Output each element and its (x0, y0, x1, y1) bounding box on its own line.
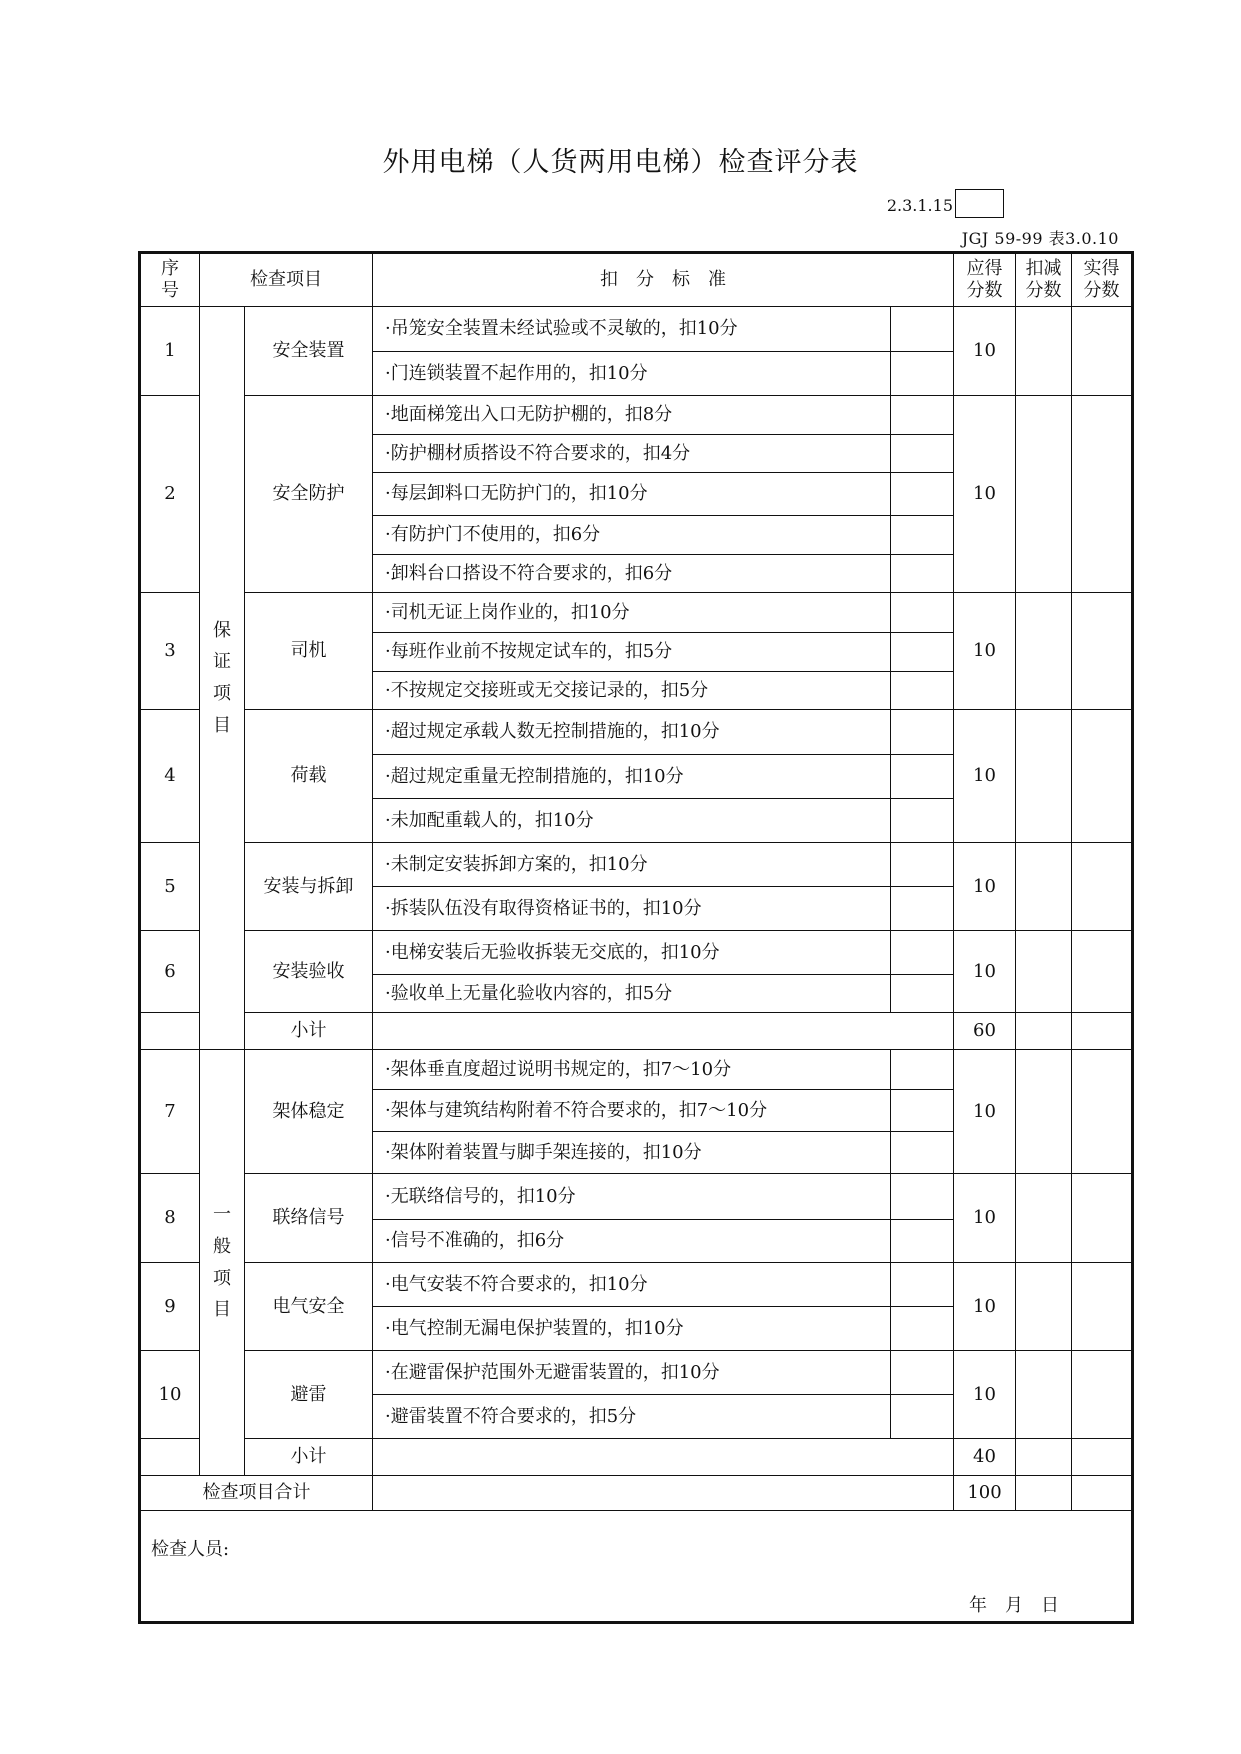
table-row (140, 1351, 1133, 1395)
criterion-blank-cell[interactable] (891, 710, 954, 755)
header-deduct (1016, 253, 1072, 307)
criterion-text: ·拆装队伍没有取得资格证书的，扣10分 (373, 887, 891, 931)
row-actual-input[interactable] (1072, 710, 1133, 843)
subtotal-actual-input[interactable] (1072, 1013, 1133, 1050)
row-full-score: 10 (954, 931, 1016, 1013)
criterion-blank-cell[interactable] (891, 352, 954, 396)
row-item-name: 安全装置 (245, 307, 373, 396)
criterion-blank-cell[interactable] (891, 755, 954, 799)
group-char: 保 (213, 619, 231, 641)
row-deduct-input[interactable] (1016, 1351, 1072, 1439)
criterion-text: ·未制定安装拆卸方案的，扣10分 (373, 843, 891, 887)
row-actual-input[interactable] (1072, 1174, 1133, 1263)
criterion-blank-cell[interactable] (891, 1132, 954, 1174)
row-deduct-input[interactable] (1016, 1174, 1072, 1263)
criterion-text: ·信号不准确的，扣6分 (373, 1220, 891, 1263)
header-text: 号 (161, 280, 179, 301)
criterion-blank-cell[interactable] (891, 633, 954, 672)
criterion-blank-cell[interactable] (891, 307, 954, 352)
criterion-text: ·超过规定重量无控制措施的，扣10分 (373, 755, 891, 799)
row-item-name: 司机 (245, 593, 373, 710)
criterion-blank-cell[interactable] (891, 1395, 954, 1439)
row-deduct-input[interactable] (1016, 843, 1072, 931)
row-seq: 8 (140, 1174, 200, 1263)
row-item-name: 联络信号 (245, 1174, 373, 1263)
criterion-blank-cell[interactable] (891, 975, 954, 1013)
criterion-blank-cell[interactable] (891, 843, 954, 887)
criterion-blank-cell[interactable] (891, 593, 954, 633)
subtotal-label: 小计 (245, 1013, 373, 1050)
criterion-text: ·有防护门不使用的，扣6分 (373, 516, 891, 555)
row-seq: 6 (140, 931, 200, 1013)
criterion-blank-cell[interactable] (891, 435, 954, 473)
total-actual-input[interactable] (1072, 1476, 1133, 1511)
total-blank (373, 1476, 954, 1511)
group-char: 目 (213, 714, 231, 736)
row-actual-input[interactable] (1072, 931, 1133, 1013)
row-actual-input[interactable] (1072, 1050, 1133, 1174)
row-seq: 9 (140, 1263, 200, 1351)
criterion-blank-cell[interactable] (891, 1090, 954, 1132)
row-full-score: 10 (954, 843, 1016, 931)
table-row (140, 710, 1133, 755)
header-item: 检查项目 (200, 253, 373, 307)
header-full-score (954, 253, 1016, 307)
row-full-score: 10 (954, 1263, 1016, 1351)
row-full-score: 10 (954, 593, 1016, 710)
row-seq: 7 (140, 1050, 200, 1174)
header-actual (1072, 253, 1133, 307)
total-deduct-input[interactable] (1016, 1476, 1072, 1511)
group-char: 一 (213, 1204, 231, 1226)
row-actual-input[interactable] (1072, 593, 1133, 710)
row-deduct-input[interactable] (1016, 307, 1072, 396)
criterion-text: ·防护棚材质搭设不符合要求的，扣4分 (373, 435, 891, 473)
criterion-text: ·卸料台口搭设不符合要求的，扣6分 (373, 555, 891, 593)
row-deduct-input[interactable] (1016, 396, 1072, 593)
header-criteria: 扣 分 标 准 (373, 253, 954, 307)
criterion-blank-cell[interactable] (891, 672, 954, 710)
criterion-blank-cell[interactable] (891, 1307, 954, 1351)
header-text: 应得 (966, 258, 1003, 280)
date-label: 年 月 日 (969, 1595, 1059, 1617)
row-seq: 5 (140, 843, 200, 931)
form-title: 外用电梯（人货两用电梯）检查评分表 (382, 147, 859, 178)
row-item-name: 避雷 (245, 1351, 373, 1439)
row-actual-input[interactable] (1072, 843, 1133, 931)
header-text: 扣减 (1025, 258, 1062, 280)
criterion-text: ·电气控制无漏电保护装置的，扣10分 (373, 1307, 891, 1351)
row-item-name: 电气安全 (245, 1263, 373, 1351)
group-char: 般 (213, 1235, 231, 1257)
subtotal-blank (373, 1439, 954, 1476)
criterion-blank-cell[interactable] (891, 799, 954, 843)
criterion-text: ·架体附着装置与脚手架连接的，扣10分 (373, 1132, 891, 1174)
row-seq: 10 (140, 1351, 200, 1439)
criterion-blank-cell[interactable] (891, 931, 954, 975)
row-actual-input[interactable] (1072, 1351, 1133, 1439)
header-text: 序 (161, 258, 179, 280)
row-full-score: 10 (954, 710, 1016, 843)
standard-reference: JGJ 59-99 表3.0.10 (961, 229, 1119, 248)
criterion-blank-cell[interactable] (891, 887, 954, 931)
inspector-cell[interactable] (140, 1511, 1133, 1623)
criterion-text: ·不按规定交接班或无交接记录的，扣5分 (373, 672, 891, 710)
subtotal-seq-blank (140, 1013, 200, 1050)
criterion-text: ·架体与建筑结构附着不符合要求的，扣7～10分 (373, 1090, 891, 1132)
criterion-text: ·吊笼安全装置未经试验或不灵敏的，扣10分 (373, 307, 891, 352)
total-row (140, 1476, 1133, 1511)
header-text: 分数 (966, 280, 1003, 301)
header-row (140, 253, 1133, 307)
table-row (140, 396, 1133, 435)
criterion-text: ·电气安装不符合要求的，扣10分 (373, 1263, 891, 1307)
row-item-name: 安全防护 (245, 396, 373, 593)
group-char: 目 (213, 1299, 231, 1321)
group-label-general (200, 1050, 245, 1476)
row-seq: 4 (140, 710, 200, 843)
criterion-text: ·无联络信号的，扣10分 (373, 1174, 891, 1220)
criterion-blank-cell[interactable] (891, 396, 954, 435)
header-seq (140, 253, 200, 307)
group-char: 证 (213, 651, 231, 673)
subtotal-blank (373, 1013, 954, 1050)
row-full-score: 10 (954, 307, 1016, 396)
criterion-blank-cell[interactable] (891, 516, 954, 555)
total-label: 检查项目合计 (140, 1476, 373, 1511)
criterion-text: ·司机无证上岗作业的，扣10分 (373, 593, 891, 633)
table-row (140, 307, 1133, 352)
criterion-blank-cell[interactable] (891, 1351, 954, 1395)
row-deduct-input[interactable] (1016, 1050, 1072, 1174)
subtotal-score: 40 (954, 1439, 1016, 1476)
group-char: 项 (213, 683, 231, 704)
inspector-row (140, 1511, 1133, 1623)
subtotal-row (140, 1013, 1133, 1050)
score-table (138, 251, 1134, 1624)
criterion-blank-cell[interactable] (891, 555, 954, 593)
row-deduct-input[interactable] (1016, 931, 1072, 1013)
row-actual-input[interactable] (1072, 1263, 1133, 1351)
header-text: 分数 (1025, 280, 1062, 301)
row-full-score: 10 (954, 1174, 1016, 1263)
inspector-label: 检查人员: (151, 1539, 230, 1560)
row-item-name: 安装验收 (245, 931, 373, 1013)
row-full-score: 10 (954, 396, 1016, 593)
header-text: 分数 (1083, 280, 1120, 301)
row-actual-input[interactable] (1072, 396, 1133, 593)
criterion-text: ·门连锁装置不起作用的，扣10分 (373, 352, 891, 396)
criterion-text: ·每层卸料口无防护门的，扣10分 (373, 473, 891, 516)
row-item-name: 荷载 (245, 710, 373, 843)
row-deduct-input[interactable] (1016, 710, 1072, 843)
row-actual-input[interactable] (1072, 307, 1133, 396)
criterion-text: ·超过规定承载人数无控制措施的，扣10分 (373, 710, 891, 755)
subtotal-row (140, 1439, 1133, 1476)
subtotal-deduct-input[interactable] (1016, 1013, 1072, 1050)
subtotal-deduct-input[interactable] (1016, 1439, 1072, 1476)
criterion-text: ·避雷装置不符合要求的，扣5分 (373, 1395, 891, 1439)
subtotal-score: 60 (954, 1013, 1016, 1050)
row-item-name: 架体稳定 (245, 1050, 373, 1174)
row-seq: 2 (140, 396, 200, 593)
criterion-text: ·地面梯笼出入口无防护棚的，扣8分 (373, 396, 891, 435)
table-row (140, 1263, 1133, 1307)
subtotal-label: 小计 (245, 1439, 373, 1476)
row-deduct-input[interactable] (1016, 1263, 1072, 1351)
row-deduct-input[interactable] (1016, 593, 1072, 710)
total-score: 100 (954, 1476, 1016, 1511)
form-code: 2.3.1.15 (886, 196, 953, 215)
table-row (140, 1050, 1133, 1090)
header-text: 实得 (1083, 258, 1120, 280)
subtotal-actual-input[interactable] (1072, 1439, 1133, 1476)
criterion-text: ·在避雷保护范围外无避雷装置的，扣10分 (373, 1351, 891, 1395)
form-code-box[interactable] (955, 189, 1004, 218)
table-row (140, 593, 1133, 633)
row-seq: 1 (140, 307, 200, 396)
criterion-blank-cell[interactable] (891, 1263, 954, 1307)
criterion-text: ·架体垂直度超过说明书规定的，扣7～10分 (373, 1050, 891, 1090)
criterion-blank-cell[interactable] (891, 473, 954, 516)
criterion-text: ·未加配重载人的，扣10分 (373, 799, 891, 843)
subtotal-seq-blank (140, 1439, 200, 1476)
row-full-score: 10 (954, 1050, 1016, 1174)
criterion-blank-cell[interactable] (891, 1220, 954, 1263)
criterion-text: ·每班作业前不按规定试车的，扣5分 (373, 633, 891, 672)
group-char: 项 (213, 1267, 231, 1289)
criterion-text: ·验收单上无量化验收内容的，扣5分 (373, 975, 891, 1013)
row-full-score: 10 (954, 1351, 1016, 1439)
criterion-text: ·电梯安装后无验收拆装无交底的，扣10分 (373, 931, 891, 975)
criterion-blank-cell[interactable] (891, 1174, 954, 1220)
group-label-guarantee (200, 307, 245, 1050)
table-row (140, 931, 1133, 975)
row-seq: 3 (140, 593, 200, 710)
table-row (140, 843, 1133, 887)
criterion-blank-cell[interactable] (891, 1050, 954, 1090)
row-item-name: 安装与拆卸 (245, 843, 373, 931)
table-row (140, 1174, 1133, 1220)
